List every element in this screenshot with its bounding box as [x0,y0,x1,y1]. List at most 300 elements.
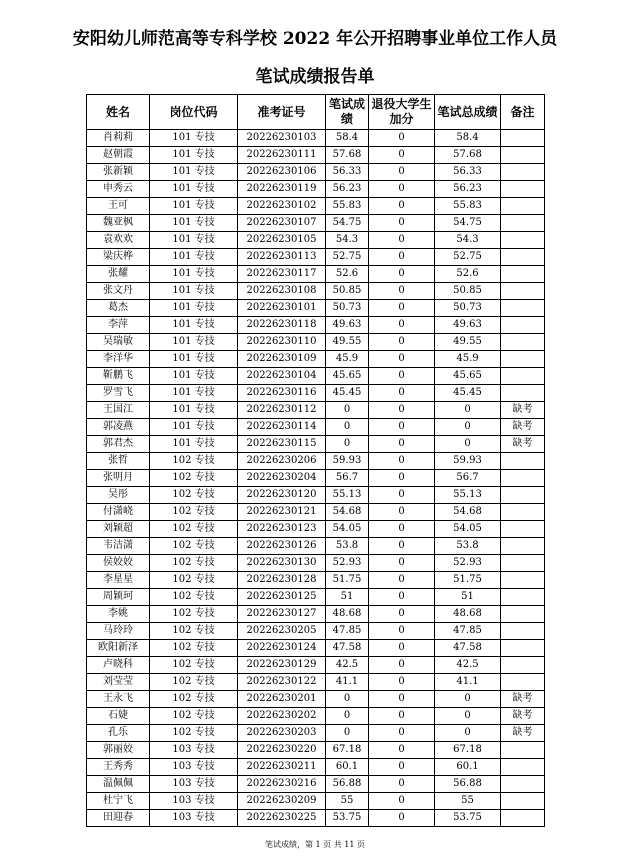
cell-total-score: 54.68 [435,504,501,521]
cell-position-code: 101 专技 [150,266,238,283]
table-row [87,487,545,504]
cell-total-score: 42.5 [435,657,501,674]
cell-written-score: 0 [326,725,369,742]
cell-name: 郭凌燕 [87,419,150,436]
cell-veteran-bonus: 0 [369,249,435,266]
cell-remark [501,589,545,606]
cell-name: 韦洁潇 [87,538,150,555]
header-name: 姓名 [87,95,150,130]
cell-written-score: 56.23 [326,181,369,198]
cell-remark: 缺考 [501,402,545,419]
table-row [87,725,545,742]
cell-name: 刘颖超 [87,521,150,538]
cell-exam-number: 20226230116 [238,385,326,402]
cell-remark [501,368,545,385]
cell-position-code: 101 专技 [150,402,238,419]
table-header-row [87,95,545,130]
cell-veteran-bonus: 0 [369,351,435,368]
header-veteran-bonus: 退役大学生加分 [369,95,435,130]
cell-name: 孔乐 [87,725,150,742]
table-row [87,334,545,351]
cell-name: 李萍 [87,317,150,334]
cell-name: 王永飞 [87,691,150,708]
cell-position-code: 101 专技 [150,181,238,198]
cell-veteran-bonus: 0 [369,589,435,606]
cell-remark [501,521,545,538]
cell-written-score: 59.93 [326,453,369,470]
cell-exam-number: 20226230225 [238,810,326,827]
cell-written-score: 53.75 [326,810,369,827]
cell-total-score: 55.13 [435,487,501,504]
cell-written-score: 56.33 [326,164,369,181]
cell-written-score: 41.1 [326,674,369,691]
cell-name: 王秀秀 [87,759,150,776]
table-row [87,589,545,606]
cell-total-score: 52.6 [435,266,501,283]
cell-remark [501,742,545,759]
cell-written-score: 45.45 [326,385,369,402]
cell-exam-number: 20226230101 [238,300,326,317]
cell-remark: 缺考 [501,436,545,453]
cell-exam-number: 20226230129 [238,657,326,674]
table-row [87,402,545,419]
cell-veteran-bonus: 0 [369,470,435,487]
cell-position-code: 102 专技 [150,453,238,470]
cell-name: 李洋华 [87,351,150,368]
cell-remark [501,249,545,266]
cell-veteran-bonus: 0 [369,674,435,691]
cell-exam-number: 20226230206 [238,453,326,470]
cell-written-score: 56.7 [326,470,369,487]
table-row [87,130,545,147]
cell-position-code: 103 专技 [150,776,238,793]
table-row [87,283,545,300]
cell-written-score: 52.75 [326,249,369,266]
cell-position-code: 101 专技 [150,164,238,181]
cell-veteran-bonus: 0 [369,776,435,793]
table-row [87,742,545,759]
cell-remark [501,606,545,623]
cell-written-score: 53.8 [326,538,369,555]
cell-remark [501,572,545,589]
cell-total-score: 47.85 [435,623,501,640]
cell-total-score: 51.75 [435,572,501,589]
cell-total-score: 60.1 [435,759,501,776]
cell-exam-number: 20226230104 [238,368,326,385]
cell-position-code: 101 专技 [150,334,238,351]
cell-total-score: 0 [435,402,501,419]
cell-written-score: 48.68 [326,606,369,623]
cell-veteran-bonus: 0 [369,266,435,283]
table-row [87,691,545,708]
cell-position-code: 102 专技 [150,725,238,742]
cell-written-score: 52.93 [326,555,369,572]
cell-position-code: 101 专技 [150,436,238,453]
cell-remark: 缺考 [501,708,545,725]
cell-veteran-bonus: 0 [369,198,435,215]
cell-written-score: 45.9 [326,351,369,368]
table-row [87,385,545,402]
cell-name: 付潇峣 [87,504,150,521]
table-row [87,249,545,266]
cell-veteran-bonus: 0 [369,147,435,164]
cell-position-code: 102 专技 [150,572,238,589]
cell-remark [501,300,545,317]
table-row [87,198,545,215]
cell-written-score: 67.18 [326,742,369,759]
cell-name: 温佩佩 [87,776,150,793]
table-row [87,759,545,776]
cell-veteran-bonus: 0 [369,402,435,419]
cell-remark [501,215,545,232]
cell-total-score: 0 [435,691,501,708]
cell-exam-number: 20226230124 [238,640,326,657]
table-row [87,181,545,198]
cell-written-score: 0 [326,402,369,419]
cell-name: 吴彤 [87,487,150,504]
cell-remark [501,181,545,198]
cell-total-score: 41.1 [435,674,501,691]
cell-name: 罗雪飞 [87,385,150,402]
cell-exam-number: 20226230119 [238,181,326,198]
cell-position-code: 102 专技 [150,623,238,640]
cell-veteran-bonus: 0 [369,164,435,181]
cell-position-code: 101 专技 [150,232,238,249]
cell-exam-number: 20226230216 [238,776,326,793]
cell-name: 周颖珂 [87,589,150,606]
cell-written-score: 58.4 [326,130,369,147]
cell-written-score: 0 [326,436,369,453]
header-exam-number: 准考证号 [238,95,326,130]
cell-total-score: 53.75 [435,810,501,827]
cell-total-score: 50.73 [435,300,501,317]
cell-name: 卢晓科 [87,657,150,674]
cell-exam-number: 20226230122 [238,674,326,691]
cell-exam-number: 20226230203 [238,725,326,742]
cell-total-score: 53.8 [435,538,501,555]
cell-total-score: 51 [435,589,501,606]
cell-exam-number: 20226230108 [238,283,326,300]
cell-name: 刘莹莹 [87,674,150,691]
cell-written-score: 45.65 [326,368,369,385]
cell-position-code: 101 专技 [150,215,238,232]
cell-name: 袁欢欢 [87,232,150,249]
cell-position-code: 101 专技 [150,198,238,215]
header-written-score: 笔试成绩 [326,95,369,130]
cell-veteran-bonus: 0 [369,759,435,776]
cell-name: 张文丹 [87,283,150,300]
cell-exam-number: 20226230110 [238,334,326,351]
cell-name: 王可 [87,198,150,215]
cell-veteran-bonus: 0 [369,657,435,674]
table-row [87,215,545,232]
cell-remark [501,164,545,181]
cell-remark [501,130,545,147]
cell-position-code: 101 专技 [150,130,238,147]
cell-written-score: 54.05 [326,521,369,538]
cell-exam-number: 20226230102 [238,198,326,215]
cell-veteran-bonus: 0 [369,232,435,249]
cell-exam-number: 20226230204 [238,470,326,487]
cell-exam-number: 20226230112 [238,402,326,419]
cell-veteran-bonus: 0 [369,640,435,657]
cell-position-code: 101 专技 [150,419,238,436]
cell-name: 葛杰 [87,300,150,317]
cell-veteran-bonus: 0 [369,521,435,538]
cell-remark [501,283,545,300]
table-row [87,708,545,725]
cell-total-score: 0 [435,708,501,725]
table-row [87,470,545,487]
cell-written-score: 51 [326,589,369,606]
cell-total-score: 56.33 [435,164,501,181]
cell-remark [501,538,545,555]
cell-position-code: 102 专技 [150,487,238,504]
cell-exam-number: 20226230209 [238,793,326,810]
cell-remark [501,334,545,351]
table-row [87,419,545,436]
cell-remark [501,793,545,810]
cell-veteran-bonus: 0 [369,368,435,385]
cell-total-score: 67.18 [435,742,501,759]
cell-position-code: 102 专技 [150,691,238,708]
cell-written-score: 50.85 [326,283,369,300]
cell-veteran-bonus: 0 [369,793,435,810]
cell-name: 石婕 [87,708,150,725]
cell-exam-number: 20226230120 [238,487,326,504]
cell-position-code: 101 专技 [150,283,238,300]
cell-remark [501,470,545,487]
cell-name: 郭君杰 [87,436,150,453]
table-row [87,351,545,368]
table-row [87,317,545,334]
cell-veteran-bonus: 0 [369,453,435,470]
table-row [87,810,545,827]
cell-total-score: 0 [435,436,501,453]
cell-position-code: 101 专技 [150,300,238,317]
table-row [87,572,545,589]
cell-exam-number: 20226230109 [238,351,326,368]
cell-total-score: 57.68 [435,147,501,164]
cell-position-code: 101 专技 [150,351,238,368]
cell-written-score: 47.58 [326,640,369,657]
cell-name: 郭丽姣 [87,742,150,759]
cell-exam-number: 20226230205 [238,623,326,640]
cell-position-code: 102 专技 [150,538,238,555]
cell-total-score: 45.9 [435,351,501,368]
cell-remark [501,759,545,776]
cell-written-score: 55 [326,793,369,810]
cell-position-code: 102 专技 [150,589,238,606]
cell-position-code: 102 专技 [150,674,238,691]
cell-total-score: 54.3 [435,232,501,249]
header-position-code: 岗位代码 [150,95,238,130]
cell-exam-number: 20226230125 [238,589,326,606]
table-row [87,504,545,521]
cell-total-score: 0 [435,419,501,436]
table-row [87,453,545,470]
cell-remark [501,776,545,793]
table-row [87,232,545,249]
cell-exam-number: 20226230105 [238,232,326,249]
cell-position-code: 103 专技 [150,759,238,776]
cell-exam-number: 20226230201 [238,691,326,708]
cell-position-code: 101 专技 [150,317,238,334]
cell-exam-number: 20226230118 [238,317,326,334]
cell-total-score: 45.65 [435,368,501,385]
cell-name: 李姚 [87,606,150,623]
page-footer: 笔试成绩，第 1 页 共 11 页 [265,840,365,849]
cell-position-code: 103 专技 [150,793,238,810]
cell-written-score: 0 [326,419,369,436]
cell-remark [501,351,545,368]
cell-written-score: 51.75 [326,572,369,589]
table-row [87,555,545,572]
cell-veteran-bonus: 0 [369,334,435,351]
cell-veteran-bonus: 0 [369,283,435,300]
cell-remark: 缺考 [501,725,545,742]
cell-remark [501,385,545,402]
cell-name: 申秀云 [87,181,150,198]
cell-name: 赵朝霞 [87,147,150,164]
cell-total-score: 50.85 [435,283,501,300]
cell-remark: 缺考 [501,691,545,708]
cell-exam-number: 20226230128 [238,572,326,589]
cell-written-score: 0 [326,691,369,708]
cell-exam-number: 20226230202 [238,708,326,725]
cell-total-score: 48.68 [435,606,501,623]
cell-veteran-bonus: 0 [369,555,435,572]
cell-total-score: 55.83 [435,198,501,215]
cell-exam-number: 20226230111 [238,147,326,164]
cell-total-score: 49.55 [435,334,501,351]
cell-remark [501,504,545,521]
cell-remark: 缺考 [501,419,545,436]
cell-veteran-bonus: 0 [369,572,435,589]
cell-remark [501,147,545,164]
cell-name: 张新颖 [87,164,150,181]
cell-written-score: 55.13 [326,487,369,504]
cell-position-code: 101 专技 [150,147,238,164]
table-row [87,164,545,181]
cell-exam-number: 20226230115 [238,436,326,453]
cell-exam-number: 20226230114 [238,419,326,436]
table-row [87,436,545,453]
cell-exam-number: 20226230113 [238,249,326,266]
cell-veteran-bonus: 0 [369,385,435,402]
table-row [87,538,545,555]
cell-exam-number: 20226230107 [238,215,326,232]
cell-written-score: 57.68 [326,147,369,164]
table-row [87,300,545,317]
cell-name: 侯姣姣 [87,555,150,572]
cell-veteran-bonus: 0 [369,606,435,623]
cell-written-score: 52.6 [326,266,369,283]
cell-total-score: 49.63 [435,317,501,334]
score-table [86,94,545,827]
cell-position-code: 102 专技 [150,606,238,623]
cell-total-score: 55 [435,793,501,810]
cell-remark [501,232,545,249]
header-total-score: 笔试总成绩 [435,95,501,130]
cell-name: 杜宁飞 [87,793,150,810]
cell-written-score: 55.83 [326,198,369,215]
cell-veteran-bonus: 0 [369,742,435,759]
cell-veteran-bonus: 0 [369,419,435,436]
cell-total-score: 54.75 [435,215,501,232]
cell-position-code: 102 专技 [150,555,238,572]
cell-exam-number: 20226230121 [238,504,326,521]
cell-veteran-bonus: 0 [369,300,435,317]
cell-position-code: 101 专技 [150,385,238,402]
table-row [87,674,545,691]
cell-name: 张明月 [87,470,150,487]
cell-veteran-bonus: 0 [369,810,435,827]
cell-exam-number: 20226230220 [238,742,326,759]
cell-total-score: 0 [435,725,501,742]
cell-written-score: 56.88 [326,776,369,793]
table-row [87,521,545,538]
cell-position-code: 103 专技 [150,742,238,759]
cell-written-score: 49.55 [326,334,369,351]
cell-name: 欧阳新泽 [87,640,150,657]
cell-total-score: 58.4 [435,130,501,147]
cell-veteran-bonus: 0 [369,538,435,555]
table-row [87,640,545,657]
cell-exam-number: 20226230130 [238,555,326,572]
document-subtitle: 笔试成绩报告单 [255,67,375,87]
cell-total-score: 56.23 [435,181,501,198]
cell-written-score: 54.3 [326,232,369,249]
cell-written-score: 60.1 [326,759,369,776]
cell-veteran-bonus: 0 [369,130,435,147]
cell-remark [501,555,545,572]
cell-position-code: 101 专技 [150,368,238,385]
cell-position-code: 102 专技 [150,470,238,487]
document-title: 安阳幼儿师范高等专科学校 2022 年公开招聘事业单位工作人员 [72,29,558,49]
table-row [87,147,545,164]
cell-written-score: 50.73 [326,300,369,317]
cell-exam-number: 20226230103 [238,130,326,147]
cell-written-score: 54.75 [326,215,369,232]
cell-total-score: 54.05 [435,521,501,538]
table-row [87,657,545,674]
cell-name: 李星星 [87,572,150,589]
cell-remark [501,317,545,334]
cell-veteran-bonus: 0 [369,317,435,334]
cell-remark [501,810,545,827]
cell-veteran-bonus: 0 [369,487,435,504]
cell-name: 梁庆桦 [87,249,150,266]
cell-name: 张哲 [87,453,150,470]
table-row [87,793,545,810]
cell-position-code: 102 专技 [150,708,238,725]
cell-total-score: 52.75 [435,249,501,266]
cell-position-code: 102 专技 [150,521,238,538]
cell-veteran-bonus: 0 [369,215,435,232]
cell-name: 田迎春 [87,810,150,827]
cell-total-score: 45.45 [435,385,501,402]
cell-position-code: 103 专技 [150,810,238,827]
cell-remark [501,266,545,283]
cell-total-score: 47.58 [435,640,501,657]
cell-position-code: 102 专技 [150,504,238,521]
cell-exam-number: 20226230123 [238,521,326,538]
cell-position-code: 102 专技 [150,657,238,674]
cell-remark [501,640,545,657]
cell-total-score: 56.88 [435,776,501,793]
cell-written-score: 0 [326,708,369,725]
